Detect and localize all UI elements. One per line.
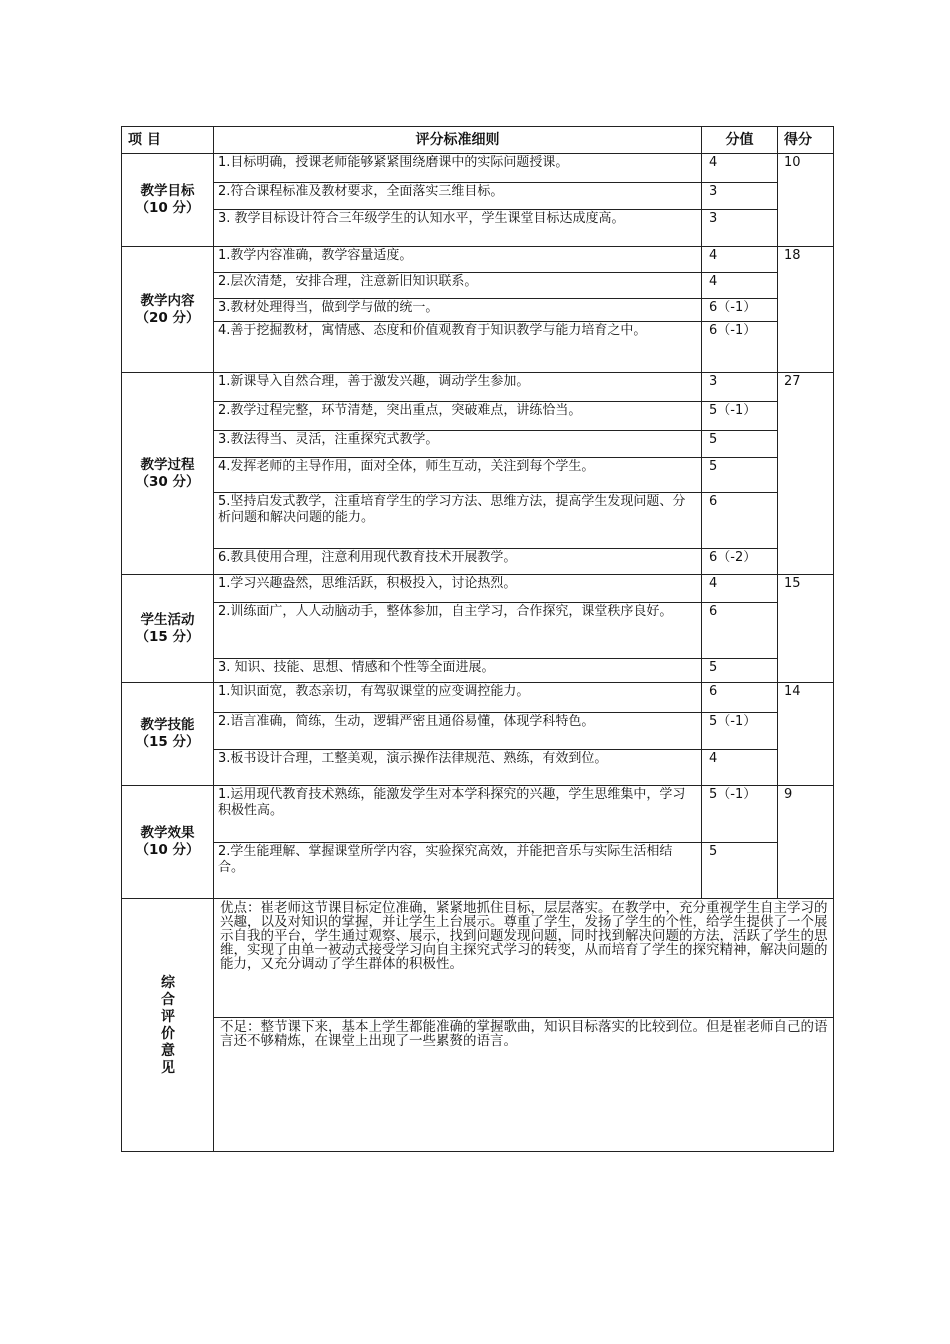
criterion-text: 2.层次清楚，安排合理，注意新旧知识联系。 [214, 273, 702, 299]
header-row [122, 127, 834, 154]
table-row [122, 299, 834, 322]
section-score: 14 [778, 683, 834, 786]
header-criteria: 评分标准细则 [214, 127, 702, 154]
evaluation-merits: 优点：崔老师这节课目标定位准确，紧紧地抓住目标，层层落实。在教学中，充分重视学生自主学习的兴趣，以及对知识的掌握，并让学生上台展示。尊重了学生，发扬了学生的个性，给学生提供了一个展示自我的平台，学生通过观察、展示，找到问题发现问题，同时找到解决问题的方法，活跃了学生的思维，实现了由单一被动式接受学习向自主探究式学习的转变，从而培育了学生的探究精神，解决问题的能力，又充分调动了学生群体的积极性。 [214, 899, 834, 1018]
evaluation-title-char: 合 [161, 991, 175, 1008]
table-row [122, 458, 834, 493]
category-points: （10 分） [135, 200, 200, 216]
criterion-points: 6 [702, 493, 778, 549]
evaluation-title-char: 见 [161, 1059, 175, 1076]
criterion-points: 5（-1） [702, 402, 778, 431]
evaluation-title [122, 899, 214, 1152]
criterion-text: 2.教学过程完整，环节清楚，突出重点，突破难点，讲练恰当。 [214, 402, 702, 431]
category-name: 教学技能 [140, 717, 195, 733]
table-row [122, 183, 834, 210]
category-cell [122, 786, 214, 899]
table-row [122, 210, 834, 247]
header-item: 项 目 [122, 127, 214, 154]
table-row [122, 683, 834, 713]
criterion-text: 2.符合课程标准及教材要求，全面落实三维目标。 [214, 183, 702, 210]
evaluation-title-char: 意 [161, 1042, 175, 1059]
criterion-text: 6.教具使用合理，注意利用现代教育技术开展教学。 [214, 549, 702, 575]
category-cell [122, 154, 214, 247]
criterion-text: 1.学习兴趣盎然，思维活跃，积极投入，讨论热烈。 [214, 575, 702, 603]
evaluation-merits-row [122, 899, 834, 1018]
section-score: 10 [778, 154, 834, 247]
table-row [122, 431, 834, 458]
table-row [122, 843, 834, 899]
evaluation-title-char: 综 [161, 974, 175, 991]
category-cell [122, 575, 214, 683]
criterion-points: 4 [702, 273, 778, 299]
criterion-points: 3 [702, 183, 778, 210]
section-score: 18 [778, 247, 834, 373]
table-row [122, 154, 834, 183]
criterion-text: 2.训练面广，人人动脑动手，整体参加，自主学习，合作探究，课堂秩序良好。 [214, 603, 702, 659]
criterion-points: 5（-1） [702, 786, 778, 843]
header-points: 分值 [702, 127, 778, 154]
table-row [122, 402, 834, 431]
category-points: （30 分） [135, 473, 200, 490]
criterion-text: 1.教学内容准确，教学容量适度。 [214, 247, 702, 273]
evaluation-shortcomings-row [122, 1018, 834, 1152]
table-row [122, 659, 834, 683]
criterion-points: 4 [702, 154, 778, 183]
criterion-points: 3 [702, 373, 778, 402]
category-cell [122, 683, 214, 786]
criterion-points: 6（-1） [702, 322, 778, 373]
criterion-text: 3.教法得当、灵活，注重探究式教学。 [214, 431, 702, 458]
table-row [122, 549, 834, 575]
category-cell [122, 373, 214, 575]
criterion-points: 3 [702, 210, 778, 247]
criterion-text: 2.语言准确，简练，生动，逻辑严密且通俗易懂，体现学科特色。 [214, 713, 702, 750]
criterion-text: 3. 知识、技能、思想、情感和个性等全面进展。 [214, 659, 702, 683]
criterion-points: 5 [702, 431, 778, 458]
criterion-text: 3.板书设计合理，工整美观，演示操作法律规范、熟练，有效到位。 [214, 750, 702, 786]
category-points: （15 分） [135, 734, 200, 750]
table-row [122, 373, 834, 402]
criterion-points: 4 [702, 750, 778, 786]
criterion-points: 6 [702, 603, 778, 659]
criterion-points: 6（-1） [702, 299, 778, 322]
evaluation-table [121, 126, 834, 1152]
criterion-text: 1.运用现代教育技术熟练，能激发学生对本学科探究的兴趣，学生思维集中，学习积极性高。 [214, 786, 702, 843]
criterion-text: 1.知识面宽，教态亲切，有驾驭课堂的应变调控能力。 [214, 683, 702, 713]
table-row [122, 575, 834, 603]
criterion-points: 5 [702, 659, 778, 683]
criterion-text: 3.教材处理得当，做到学与做的统一。 [214, 299, 702, 322]
criterion-text: 1.目标明确，授课老师能够紧紧围绕磨课中的实际问题授课。 [214, 154, 702, 183]
criterion-text: 3. 教学目标设计符合三年级学生的认知水平，学生课堂目标达成度高。 [214, 210, 702, 247]
table-row [122, 322, 834, 373]
criterion-text: 4.善于挖掘教材，寓情感、态度和价值观教育于知识教学与能力培育之中。 [214, 322, 702, 373]
category-name: 学生活动 [140, 611, 195, 628]
table-row [122, 713, 834, 750]
category-name: 教学过程 [140, 456, 195, 473]
header-score: 得分 [778, 127, 834, 154]
category-points: （20 分） [135, 309, 200, 326]
criterion-points: 5 [702, 843, 778, 899]
criterion-points: 6 [702, 683, 778, 713]
category-points: （10 分） [135, 842, 200, 858]
criterion-text: 2.学生能理解、掌握课堂所学内容，实验探究高效，并能把音乐与实际生活相结合。 [214, 843, 702, 899]
criterion-points: 4 [702, 247, 778, 273]
criterion-text: 4.发挥老师的主导作用，面对全体，师生互动，关注到每个学生。 [214, 458, 702, 493]
table-row [122, 273, 834, 299]
table-row [122, 493, 834, 549]
section-score: 15 [778, 575, 834, 683]
evaluation-title-char: 评 [161, 1008, 175, 1025]
evaluation-title-char: 价 [161, 1025, 175, 1042]
criterion-text: 5.坚持启发式教学，注重培育学生的学习方法、思维方法，提高学生发现问题、分析问题和解决问题的能力。 [214, 493, 702, 549]
table-row [122, 247, 834, 273]
evaluation-form [121, 126, 834, 1152]
criterion-points: 4 [702, 575, 778, 603]
category-points: （15 分） [135, 628, 200, 645]
criterion-points: 6（-2） [702, 549, 778, 575]
table-row [122, 750, 834, 786]
section-score: 9 [778, 786, 834, 899]
criterion-points: 5 [702, 458, 778, 493]
section-score: 27 [778, 373, 834, 575]
criterion-text: 1.新课导入自然合理，善于激发兴趣，调动学生参加。 [214, 373, 702, 402]
table-row [122, 603, 834, 659]
category-name: 教学效果 [140, 825, 195, 841]
evaluation-shortcomings: 不足：整节课下来，基本上学生都能准确的掌握歌曲，知识目标落实的比较到位。但是崔老师自己的语言还不够精炼，在课堂上出现了一些累赘的语言。 [214, 1018, 834, 1152]
table-row [122, 786, 834, 843]
category-name: 教学内容 [140, 292, 195, 309]
category-name: 教学目标 [140, 183, 195, 199]
category-cell [122, 247, 214, 373]
criterion-points: 5（-1） [702, 713, 778, 750]
